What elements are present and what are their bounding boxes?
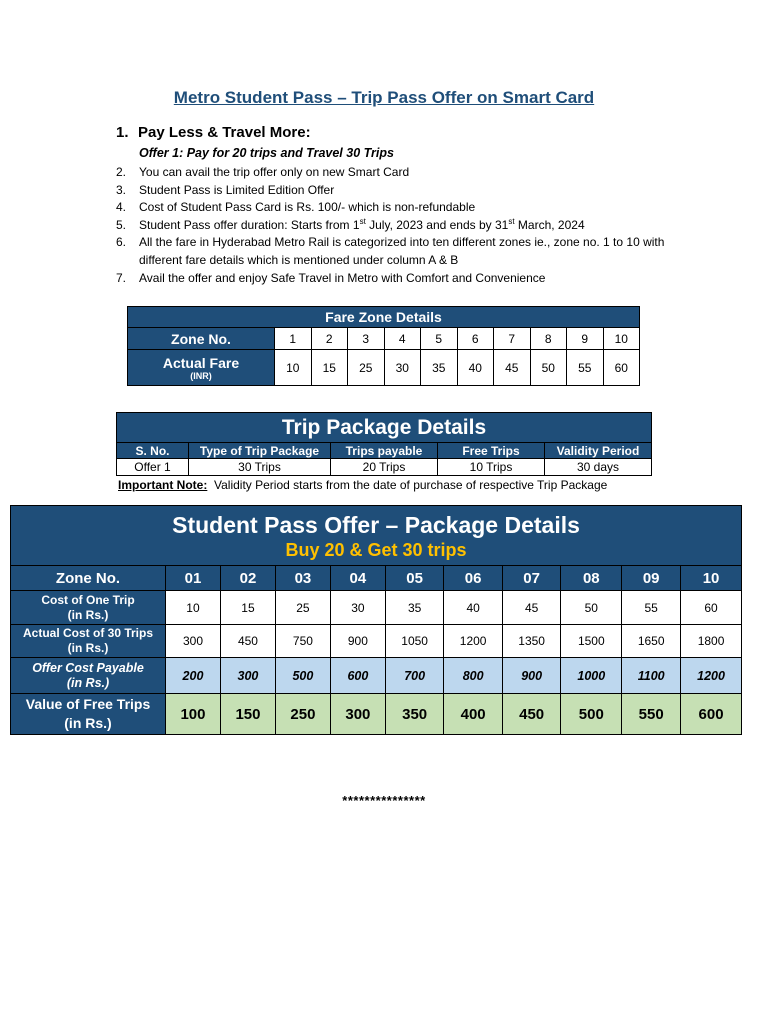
list-item xyxy=(116,199,696,217)
zone-cell: 07 xyxy=(502,566,561,591)
table-cell: Offer 1 xyxy=(117,459,189,476)
zone-cell: 8 xyxy=(530,328,567,350)
fare-cell: 30 xyxy=(384,350,421,386)
table-cell: 750 xyxy=(275,625,330,658)
fare-unit: (INR) xyxy=(190,370,212,381)
table-cell: 30 days xyxy=(545,459,652,476)
zone-cell: 02 xyxy=(220,566,275,591)
table-cell: 300 xyxy=(220,658,275,694)
table-cell: 1650 xyxy=(622,625,681,658)
table-cell: 40 xyxy=(444,591,503,625)
free-trips-value-row xyxy=(11,694,742,735)
table-cell: 1050 xyxy=(385,625,444,658)
list-item xyxy=(116,182,696,200)
table-cell: 200 xyxy=(166,658,221,694)
table-cell: 30 xyxy=(330,591,385,625)
list-text: Student Pass is Limited Edition Offer xyxy=(139,182,335,197)
offer-points-list xyxy=(116,164,696,287)
list-text: You can avail the trip offer only on new Smart Card xyxy=(139,165,410,179)
list-text: All the fare in Hyderabad Metro Rail is categorized into ten different zones ie., zone no. 1 to 10 with different fare details which is mentioned under column A & B xyxy=(139,235,665,267)
row-label xyxy=(11,694,166,735)
row-label-text: Cost of One Trip xyxy=(41,592,135,607)
table-row xyxy=(117,459,652,476)
fare-amount-row xyxy=(128,350,640,386)
header-cell: Free Trips xyxy=(438,443,545,459)
table-cell: 30 Trips xyxy=(189,459,331,476)
table-cell: 20 Trips xyxy=(331,459,438,476)
offer-cost-row xyxy=(11,658,742,694)
fare-cell: 45 xyxy=(494,350,531,386)
table-cell: 500 xyxy=(561,694,622,735)
list-number: 2. xyxy=(116,165,127,179)
zone-cell: 10 xyxy=(603,328,640,350)
zone-cell: 9 xyxy=(567,328,604,350)
table-cell: 60 xyxy=(681,591,742,625)
duration-text-b: July, 2023 and ends by 31 xyxy=(365,217,509,232)
table-cell: 15 xyxy=(220,591,275,625)
ordinal-suffix: st xyxy=(508,216,515,226)
table-cell: 1200 xyxy=(681,658,742,694)
table-cell: 500 xyxy=(275,658,330,694)
fare-cell: 55 xyxy=(567,350,604,386)
zone-cell: 03 xyxy=(275,566,330,591)
table-cell: 350 xyxy=(385,694,444,735)
zone-cell: 08 xyxy=(561,566,622,591)
table-cell: 55 xyxy=(622,591,681,625)
table-cell: 35 xyxy=(385,591,444,625)
list-text: Avail the offer and enjoy Safe Travel in Metro with Comfort and Convenience xyxy=(139,270,546,285)
header-cell: S. No. xyxy=(117,443,189,459)
table-cell: 600 xyxy=(681,694,742,735)
student-pass-caption xyxy=(11,506,742,566)
list-item xyxy=(116,164,696,182)
table-cell: 150 xyxy=(220,694,275,735)
important-note xyxy=(118,478,607,492)
row-label-unit: (in Rs.) xyxy=(67,641,109,655)
table-cell: 250 xyxy=(275,694,330,735)
zone-cell: 5 xyxy=(421,328,458,350)
zone-cell: 7 xyxy=(494,328,531,350)
zone-cell: 3 xyxy=(348,328,385,350)
actual-cost-row xyxy=(11,625,742,658)
table-cell: 25 xyxy=(275,591,330,625)
fare-cell: 10 xyxy=(275,350,312,386)
section-number: 1. xyxy=(116,124,129,141)
student-pass-table xyxy=(10,505,742,735)
fare-cell: 40 xyxy=(457,350,494,386)
note-label: Important Note: xyxy=(118,478,208,492)
table-cell: 400 xyxy=(444,694,503,735)
table-cell: 1350 xyxy=(502,625,561,658)
table-cell: 450 xyxy=(502,694,561,735)
zone-cell: 04 xyxy=(330,566,385,591)
fare-cell: 25 xyxy=(348,350,385,386)
ordinal-suffix: st xyxy=(359,216,366,226)
zone-label: Zone No. xyxy=(128,328,275,350)
zone-label: Zone No. xyxy=(11,566,166,591)
offer-1-heading: Offer 1: Pay for 20 trips and Travel 30 Trips xyxy=(139,146,394,160)
duration-text-a: Student Pass offer duration: Starts from 1 xyxy=(139,217,360,232)
list-number: 5. xyxy=(116,217,127,232)
page-title: Metro Student Pass – Trip Pass Offer on Smart Card xyxy=(173,88,595,107)
fare-label xyxy=(128,350,275,386)
row-label-unit: (in Rs.) xyxy=(66,675,110,690)
list-item xyxy=(116,217,696,235)
trip-package-table xyxy=(116,412,652,476)
row-label-text: Value of Free Trips xyxy=(25,696,151,712)
table-cell: 1800 xyxy=(681,625,742,658)
list-number: 6. xyxy=(116,235,127,250)
list-text: Cost of Student Pass Card is Rs. 100/- which is non-refundable xyxy=(139,200,476,215)
zone-cell: 05 xyxy=(385,566,444,591)
end-separator: *************** xyxy=(342,793,426,808)
table-cell: 1500 xyxy=(561,625,622,658)
table-cell: 45 xyxy=(502,591,561,625)
row-label xyxy=(11,591,166,625)
list-number: 7. xyxy=(116,270,127,285)
table-cell: 800 xyxy=(444,658,503,694)
zone-cell: 6 xyxy=(457,328,494,350)
table-cell: 1000 xyxy=(561,658,622,694)
zone-cell: 1 xyxy=(275,328,312,350)
list-item xyxy=(116,270,696,288)
fare-zone-row xyxy=(128,328,640,350)
fare-cell: 15 xyxy=(311,350,348,386)
header-cell: Trips payable xyxy=(331,443,438,459)
list-text xyxy=(139,217,696,235)
table-cell: 300 xyxy=(166,625,221,658)
table-cell: 300 xyxy=(330,694,385,735)
list-number: 4. xyxy=(116,200,127,215)
duration-text-c: March, 2024 xyxy=(514,217,585,232)
table-cell: 700 xyxy=(385,658,444,694)
header-cell: Type of Trip Package xyxy=(189,443,331,459)
row-label-text: Actual Cost of 30 Trips xyxy=(22,626,154,640)
table-cell: 550 xyxy=(622,694,681,735)
zone-cell: 06 xyxy=(444,566,503,591)
table-cell: 50 xyxy=(561,591,622,625)
row-label xyxy=(11,625,166,658)
zone-cell: 10 xyxy=(681,566,742,591)
zone-cell: 2 xyxy=(311,328,348,350)
trip-package-header-row xyxy=(117,443,652,459)
section-heading xyxy=(116,124,311,141)
list-number: 3. xyxy=(116,182,127,197)
student-pass-title: Student Pass Offer – Package Details xyxy=(172,511,580,538)
table-cell: 900 xyxy=(502,658,561,694)
row-label xyxy=(11,658,166,694)
table-cell: 600 xyxy=(330,658,385,694)
fare-zone-table xyxy=(127,306,640,386)
row-label-unit: (in Rs.) xyxy=(67,607,109,622)
row-label-text: Offer Cost Payable xyxy=(32,660,144,675)
zone-cell: 09 xyxy=(622,566,681,591)
fare-label-text: Actual Fare xyxy=(162,354,240,371)
trip-package-caption: Trip Package Details xyxy=(117,413,652,443)
zone-cell: 4 xyxy=(384,328,421,350)
table-cell: 450 xyxy=(220,625,275,658)
zone-header-row xyxy=(11,566,742,591)
table-cell: 1100 xyxy=(622,658,681,694)
table-cell: 1200 xyxy=(444,625,503,658)
fare-cell: 35 xyxy=(421,350,458,386)
list-item xyxy=(116,234,696,269)
fare-cell: 50 xyxy=(530,350,567,386)
cost-one-trip-row xyxy=(11,591,742,625)
fare-zone-caption: Fare Zone Details xyxy=(128,307,640,328)
header-cell: Validity Period xyxy=(545,443,652,459)
section-heading-text: Pay Less & Travel More: xyxy=(138,124,311,141)
table-cell: 900 xyxy=(330,625,385,658)
table-cell: 10 Trips xyxy=(438,459,545,476)
fare-cell: 60 xyxy=(603,350,640,386)
table-cell: 10 xyxy=(166,591,221,625)
student-pass-subtitle: Buy 20 & Get 30 trips xyxy=(285,539,467,560)
zone-cell: 01 xyxy=(166,566,221,591)
row-label-unit: (in Rs.) xyxy=(64,715,112,731)
table-cell: 100 xyxy=(166,694,221,735)
note-text: Validity Period starts from the date of purchase of respective Trip Package xyxy=(214,478,608,492)
